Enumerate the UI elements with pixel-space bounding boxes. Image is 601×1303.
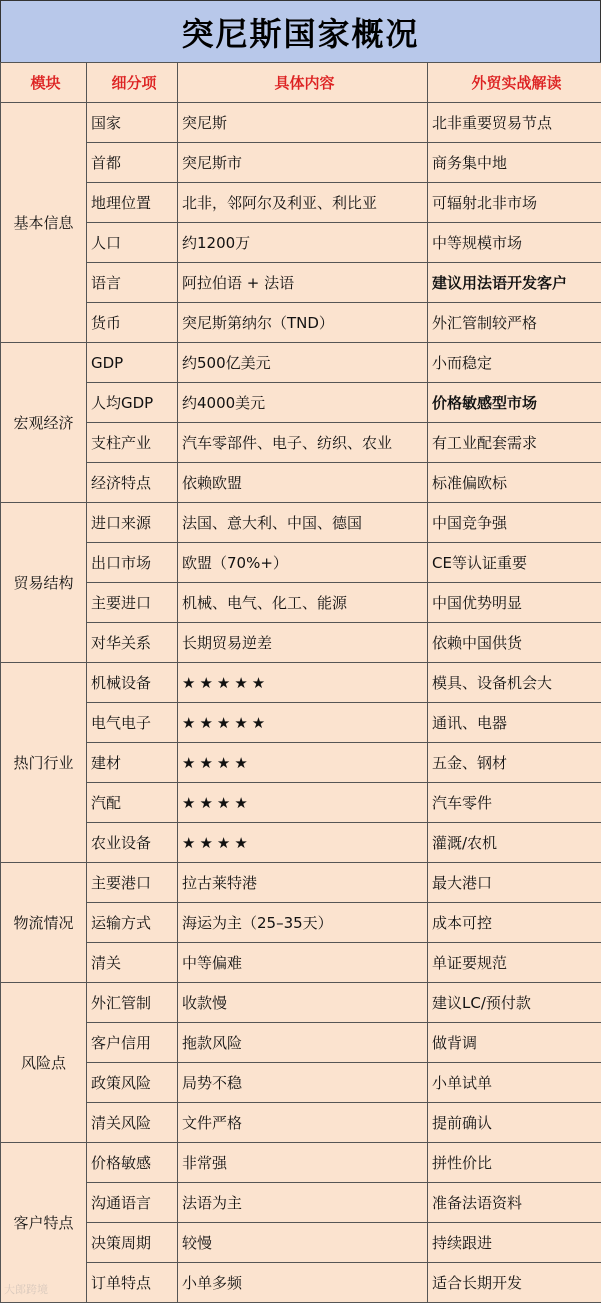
table-row — [1, 583, 601, 623]
item-cell: 货币 — [87, 303, 178, 343]
content-cell: 北非，邻阿尔及利亚、利比亚 — [178, 183, 428, 223]
content-cell: 汽车零部件、电子、纺织、农业 — [178, 423, 428, 463]
insight-cell: 汽车零件 — [428, 783, 601, 823]
item-cell: 进口来源 — [87, 503, 178, 543]
content-cell: 长期贸易逆差 — [178, 623, 428, 663]
insight-cell: 商务集中地 — [428, 143, 601, 183]
content-cell: 收款慢 — [178, 983, 428, 1023]
item-cell: GDP — [87, 343, 178, 383]
item-cell: 建材 — [87, 743, 178, 783]
table-row — [1, 703, 601, 743]
insight-cell: 模具、设备机会大 — [428, 663, 601, 703]
insight-cell: 持续跟进 — [428, 1223, 601, 1263]
content-cell: ★★★★ — [178, 743, 428, 783]
content-cell: 机械、电气、化工、能源 — [178, 583, 428, 623]
table-row — [1, 423, 601, 463]
item-cell: 地理位置 — [87, 183, 178, 223]
content-cell: 阿拉伯语 + 法语 — [178, 263, 428, 303]
module-cell: 宏观经济 — [1, 343, 87, 503]
insight-cell: 依赖中国供货 — [428, 623, 601, 663]
table-row — [1, 1023, 601, 1063]
insight-cell: 通讯、电器 — [428, 703, 601, 743]
table-row — [1, 183, 601, 223]
insight-cell: CE等认证重要 — [428, 543, 601, 583]
table-row — [1, 263, 601, 303]
content-cell: 拖款风险 — [178, 1023, 428, 1063]
insight-cell: 适合长期开发 — [428, 1263, 601, 1303]
module-cell: 物流情况 — [1, 863, 87, 983]
insight-cell: 单证要规范 — [428, 943, 601, 983]
content-cell: 小单多频 — [178, 1263, 428, 1303]
insight-cell: 小单试单 — [428, 1063, 601, 1103]
module-cell: 贸易结构 — [1, 503, 87, 663]
item-cell: 电气电子 — [87, 703, 178, 743]
module-cell: 基本信息 — [1, 103, 87, 343]
content-cell: 中等偏难 — [178, 943, 428, 983]
item-cell: 出口市场 — [87, 543, 178, 583]
table-body — [1, 103, 601, 1303]
insight-cell: 建议用法语开发客户 — [428, 263, 601, 303]
item-cell: 沟通语言 — [87, 1183, 178, 1223]
content-cell: 拉古莱特港 — [178, 863, 428, 903]
table-row — [1, 943, 601, 983]
header-module: 模块 — [1, 63, 87, 103]
content-cell: ★★★★ — [178, 823, 428, 863]
item-cell: 首都 — [87, 143, 178, 183]
content-cell: 突尼斯 — [178, 103, 428, 143]
table-row — [1, 223, 601, 263]
insight-cell: 成本可控 — [428, 903, 601, 943]
item-cell: 价格敏感 — [87, 1143, 178, 1183]
table-row — [1, 463, 601, 503]
content-cell: 法国、意大利、中国、德国 — [178, 503, 428, 543]
content-cell: ★★★★ — [178, 783, 428, 823]
table-row — [1, 663, 601, 703]
content-cell: 文件严格 — [178, 1103, 428, 1143]
table-row — [1, 1183, 601, 1223]
table-row — [1, 343, 601, 383]
item-cell: 农业设备 — [87, 823, 178, 863]
module-cell: 风险点 — [1, 983, 87, 1143]
table-row — [1, 1063, 601, 1103]
insight-cell: 有工业配套需求 — [428, 423, 601, 463]
insight-cell: 拼性价比 — [428, 1143, 601, 1183]
table-row — [1, 1223, 601, 1263]
table-row — [1, 863, 601, 903]
item-cell: 政策风险 — [87, 1063, 178, 1103]
insight-cell: 中国竞争强 — [428, 503, 601, 543]
content-cell: ★★★★★ — [178, 703, 428, 743]
content-cell: 约1200万 — [178, 223, 428, 263]
table-row — [1, 103, 601, 143]
page-title: 突尼斯国家概况 — [0, 0, 601, 63]
table-row — [1, 543, 601, 583]
insight-cell: 北非重要贸易节点 — [428, 103, 601, 143]
header-item: 细分项 — [87, 63, 178, 103]
header-row — [1, 63, 601, 103]
item-cell: 清关 — [87, 943, 178, 983]
table-row — [1, 383, 601, 423]
content-cell: 约4000美元 — [178, 383, 428, 423]
insight-cell: 标准偏欧标 — [428, 463, 601, 503]
table-row — [1, 983, 601, 1023]
table-row — [1, 743, 601, 783]
insight-cell: 可辐射北非市场 — [428, 183, 601, 223]
item-cell: 语言 — [87, 263, 178, 303]
table-row — [1, 503, 601, 543]
insight-cell: 提前确认 — [428, 1103, 601, 1143]
item-cell: 机械设备 — [87, 663, 178, 703]
item-cell: 清关风险 — [87, 1103, 178, 1143]
content-cell: 欧盟（70%+） — [178, 543, 428, 583]
content-cell: 突尼斯第纳尔（TND） — [178, 303, 428, 343]
insight-cell: 灌溉/农机 — [428, 823, 601, 863]
item-cell: 决策周期 — [87, 1223, 178, 1263]
item-cell: 国家 — [87, 103, 178, 143]
insight-cell: 价格敏感型市场 — [428, 383, 601, 423]
item-cell: 人均GDP — [87, 383, 178, 423]
insight-cell: 小而稳定 — [428, 343, 601, 383]
item-cell: 订单特点 — [87, 1263, 178, 1303]
item-cell: 外汇管制 — [87, 983, 178, 1023]
item-cell: 人口 — [87, 223, 178, 263]
table-row — [1, 143, 601, 183]
table-row — [1, 783, 601, 823]
item-cell: 经济特点 — [87, 463, 178, 503]
insight-cell: 中国优势明显 — [428, 583, 601, 623]
overview-table — [0, 62, 601, 1303]
content-cell: 约500亿美元 — [178, 343, 428, 383]
content-cell: 较慢 — [178, 1223, 428, 1263]
table-row — [1, 623, 601, 663]
module-cell: 热门行业 — [1, 663, 87, 863]
table-row — [1, 1143, 601, 1183]
header-content: 具体内容 — [178, 63, 428, 103]
header-insight: 外贸实战解读 — [428, 63, 601, 103]
insight-cell: 做背调 — [428, 1023, 601, 1063]
table-row — [1, 1263, 601, 1303]
insight-cell: 最大港口 — [428, 863, 601, 903]
table-row — [1, 823, 601, 863]
item-cell: 主要进口 — [87, 583, 178, 623]
item-cell: 支柱产业 — [87, 423, 178, 463]
module-cell: 客户特点 — [1, 1143, 87, 1303]
item-cell: 客户信用 — [87, 1023, 178, 1063]
content-cell: 海运为主（25–35天） — [178, 903, 428, 943]
insight-cell: 中等规模市场 — [428, 223, 601, 263]
content-cell: 非常强 — [178, 1143, 428, 1183]
insight-cell: 五金、钢材 — [428, 743, 601, 783]
watermark: 大郎跨境 — [4, 1283, 48, 1296]
item-cell: 对华关系 — [87, 623, 178, 663]
content-cell: 局势不稳 — [178, 1063, 428, 1103]
table-row — [1, 903, 601, 943]
item-cell: 运输方式 — [87, 903, 178, 943]
content-cell: ★★★★★ — [178, 663, 428, 703]
item-cell: 主要港口 — [87, 863, 178, 903]
table-row — [1, 1103, 601, 1143]
content-cell: 依赖欧盟 — [178, 463, 428, 503]
content-cell: 突尼斯市 — [178, 143, 428, 183]
insight-cell: 外汇管制较严格 — [428, 303, 601, 343]
insight-cell: 准备法语资料 — [428, 1183, 601, 1223]
content-cell: 法语为主 — [178, 1183, 428, 1223]
item-cell: 汽配 — [87, 783, 178, 823]
insight-cell: 建议LC/预付款 — [428, 983, 601, 1023]
table-row — [1, 303, 601, 343]
